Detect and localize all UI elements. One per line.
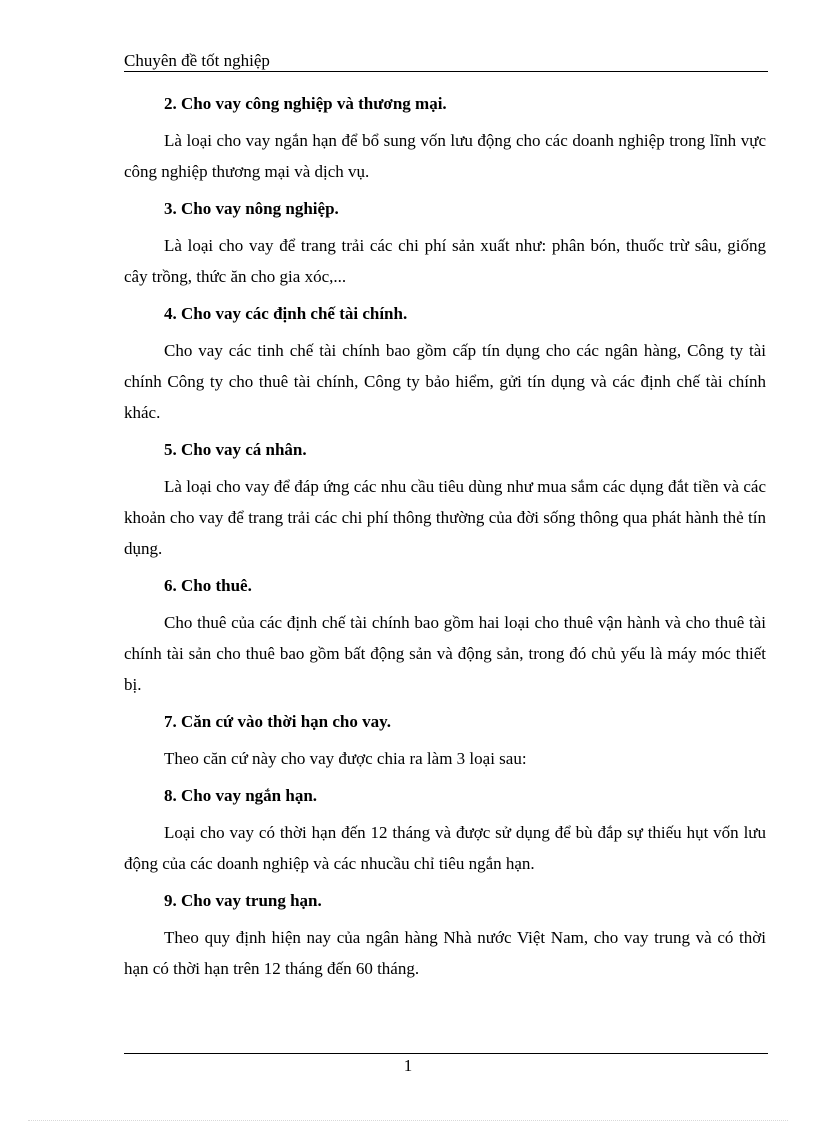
section-paragraph: Là loại cho vay để đáp ứng các nhu cầu tiêu dùng như mua sắm các dụng đắt tiền và các khoản cho vay để trang trải các chi phí thông thường của đời sống thông qua phát hành thẻ tín dụng. [124,477,766,558]
page-number: 1 [403,1056,413,1075]
section-paragraph: Cho vay các tinh chế tài chính bao gồm cấp tín dụng cho các ngân hàng, Công ty tài chính Công ty cho thuê tài chính, Công ty bảo hiểm, gửi tín dụng và các định chế tài chính khác. [124,341,766,422]
section-heading: 7. Căn cứ vào thời hạn cho vay. [164,712,391,731]
section-paragraph: Cho thuê của các định chế tài chính bao gồm hai loại cho thuê vận hành và cho thuê tài chính tài sản cho thuê bao gồm bất động sản và động sản, trong đó chủ yếu là máy móc thiết bị. [124,613,766,694]
header-title: Chuyên đề tốt nghiệp [124,51,270,70]
section-paragraph: Là loại cho vay để trang trải các chi phí sản xuất như: phân bón, thuốc trừ sâu, giống cây trồng, thức ăn cho gia xóc,... [124,236,766,286]
section-paragraph: Theo quy định hiện nay của ngân hàng Nhà nước Việt Nam, cho vay trung và có thời hạn có thời hạn trên 12 tháng đến 60 tháng. [124,928,766,978]
section-heading: 2. Cho vay công nghiệp và thương mại. [164,94,447,113]
section-paragraph: Là loại cho vay ngắn hạn để bổ sung vốn lưu động cho các doanh nghiệp trong lĩnh vực công nghiệp thương mại và dịch vụ. [124,131,766,181]
section-paragraph: Loại cho vay có thời hạn đến 12 tháng và được sử dụng để bù đắp sự thiếu hụt vốn lưu động của các doanh nghiệp và các nhucầu chỉ tiêu ngắn hạn. [124,823,766,873]
page-edge-divider [28,1120,788,1121]
header-divider [124,71,768,72]
footer-divider [124,1053,768,1054]
section-paragraph: Theo căn cứ này cho vay được chia ra làm 3 loại sau: [164,749,527,768]
section-heading: 8. Cho vay ngắn hạn. [164,786,318,805]
section-heading: 9. Cho vay trung hạn. [164,891,322,910]
section-heading: 3. Cho vay nông nghiệp. [164,199,339,218]
section-heading: 6. Cho thuê. [164,576,252,595]
document-body [124,88,766,990]
section-heading: 4. Cho vay các định chế tài chính. [164,304,408,323]
section-heading: 5. Cho vay cá nhân. [164,440,307,459]
